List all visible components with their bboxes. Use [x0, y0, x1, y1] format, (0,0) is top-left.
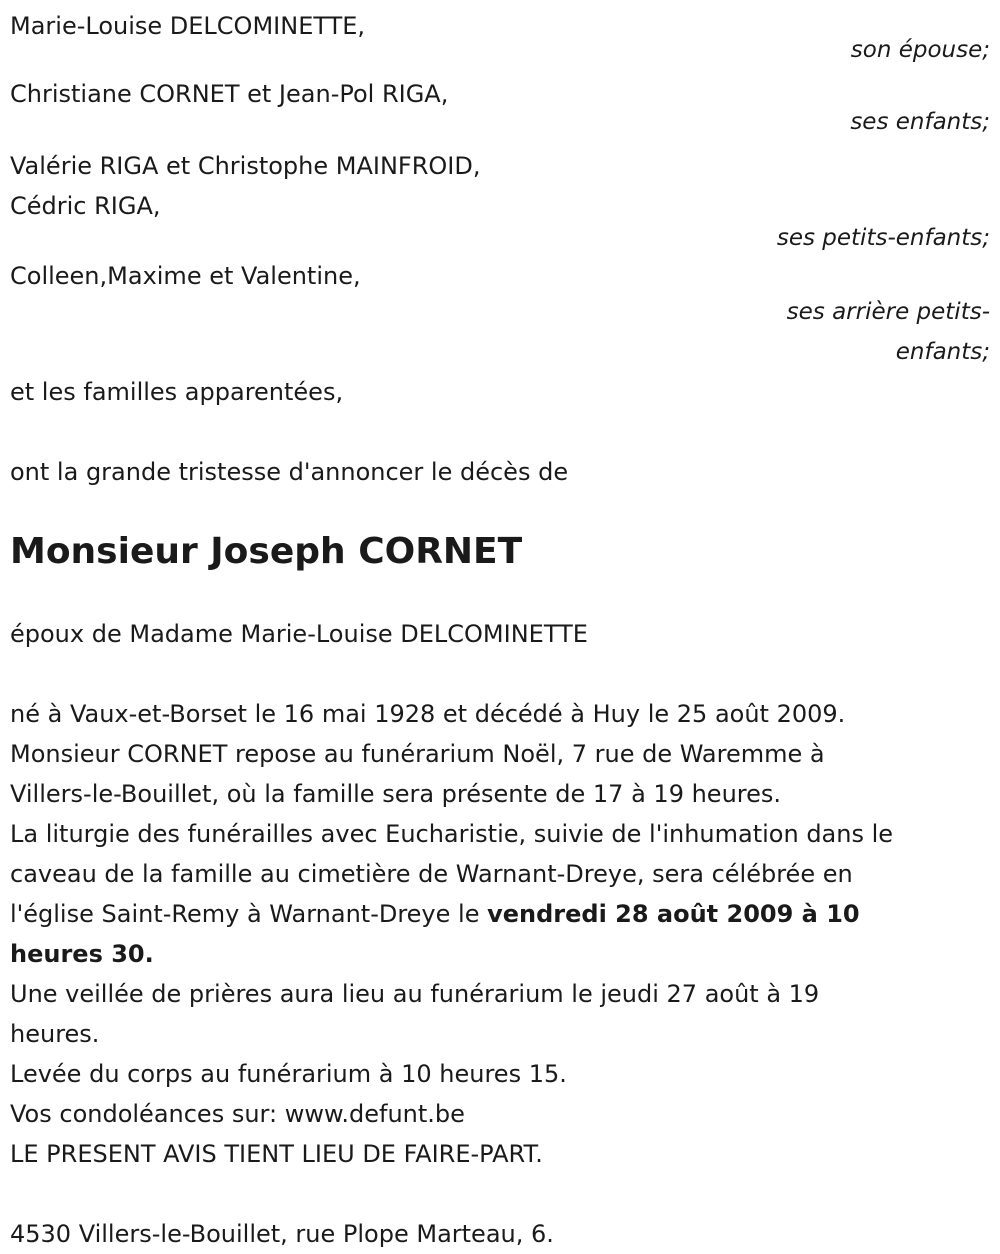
grandchildren-block — [10, 146, 990, 250]
details-line-4: La liturgie des funérailles avec Eucharistie, suivie de l'inhumation dans le — [10, 820, 894, 848]
announcement-intro: ont la grande tristesse d'annoncer le décès de — [10, 458, 569, 486]
deceased-name: Monsieur Joseph CORNET — [10, 531, 523, 572]
details-line-6-plain: l'église Saint-Remy à Warnant-Dreye le — [10, 900, 488, 928]
condolences-line: Vos condoléances sur: www.defunt.be — [10, 1100, 465, 1128]
details-line-3: Villers-le-Bouillet, où la famille sera présente de 17 à 19 heures. — [10, 780, 782, 808]
children-names: Christiane CORNET et Jean-Pol RIGA, — [10, 80, 449, 108]
details-line-6 — [10, 894, 990, 934]
children-role: ses enfants; — [850, 109, 990, 135]
spouse-role: son épouse; — [850, 37, 990, 63]
details-line-2: Monsieur CORNET repose au funérarium Noël, 7 rue de Waremme à — [10, 740, 825, 768]
great-grandchildren-role-line-2: enfants; — [895, 339, 990, 365]
funeral-time-highlight: heures 30. — [10, 940, 154, 968]
great-grandchildren-role-line-1: ses arrière petits- — [786, 299, 990, 325]
details-line-9: heures. — [10, 1020, 100, 1048]
grandchildren-line-2: Cédric RIGA, — [10, 192, 161, 220]
details-line-10: Levée du corps au funérarium à 10 heures 15. — [10, 1060, 567, 1088]
birth-death-line: né à Vaux-et-Borset le 16 mai 1928 et décédé à Huy le 25 août 2009. — [10, 700, 846, 728]
related-families: et les familles apparentées, — [10, 378, 344, 406]
great-grandchildren-block — [10, 260, 990, 372]
details-line-5: caveau de la famille au cimetière de Warnant-Dreye, sera célébrée en — [10, 860, 853, 888]
grandchildren-line-1: Valérie RIGA et Christophe MAINFROID, — [10, 152, 481, 180]
grandchildren-role: ses petits-enfants; — [776, 225, 990, 251]
details-line-7 — [10, 934, 990, 974]
spouse-block — [10, 8, 990, 63]
faire-part-notice: LE PRESENT AVIS TIENT LIEU DE FAIRE-PART. — [10, 1140, 543, 1168]
great-grandchildren-names: Colleen,Maxime et Valentine, — [10, 262, 361, 290]
details-line-8: Une veillée de prières aura lieu au funérarium le jeudi 27 août à 19 — [10, 980, 820, 1008]
details-block — [10, 694, 990, 1174]
obituary-notice — [10, 8, 990, 1254]
spouse-of-line: époux de Madame Marie-Louise DELCOMINETTE — [10, 620, 588, 648]
spouse-name: Marie-Louise DELCOMINETTE, — [10, 12, 366, 40]
children-block — [10, 78, 990, 134]
funeral-date-highlight: vendredi 28 août 2009 à 10 — [487, 900, 860, 928]
family-address: 4530 Villers-le-Bouillet, rue Plope Marteau, 6. — [10, 1220, 554, 1248]
